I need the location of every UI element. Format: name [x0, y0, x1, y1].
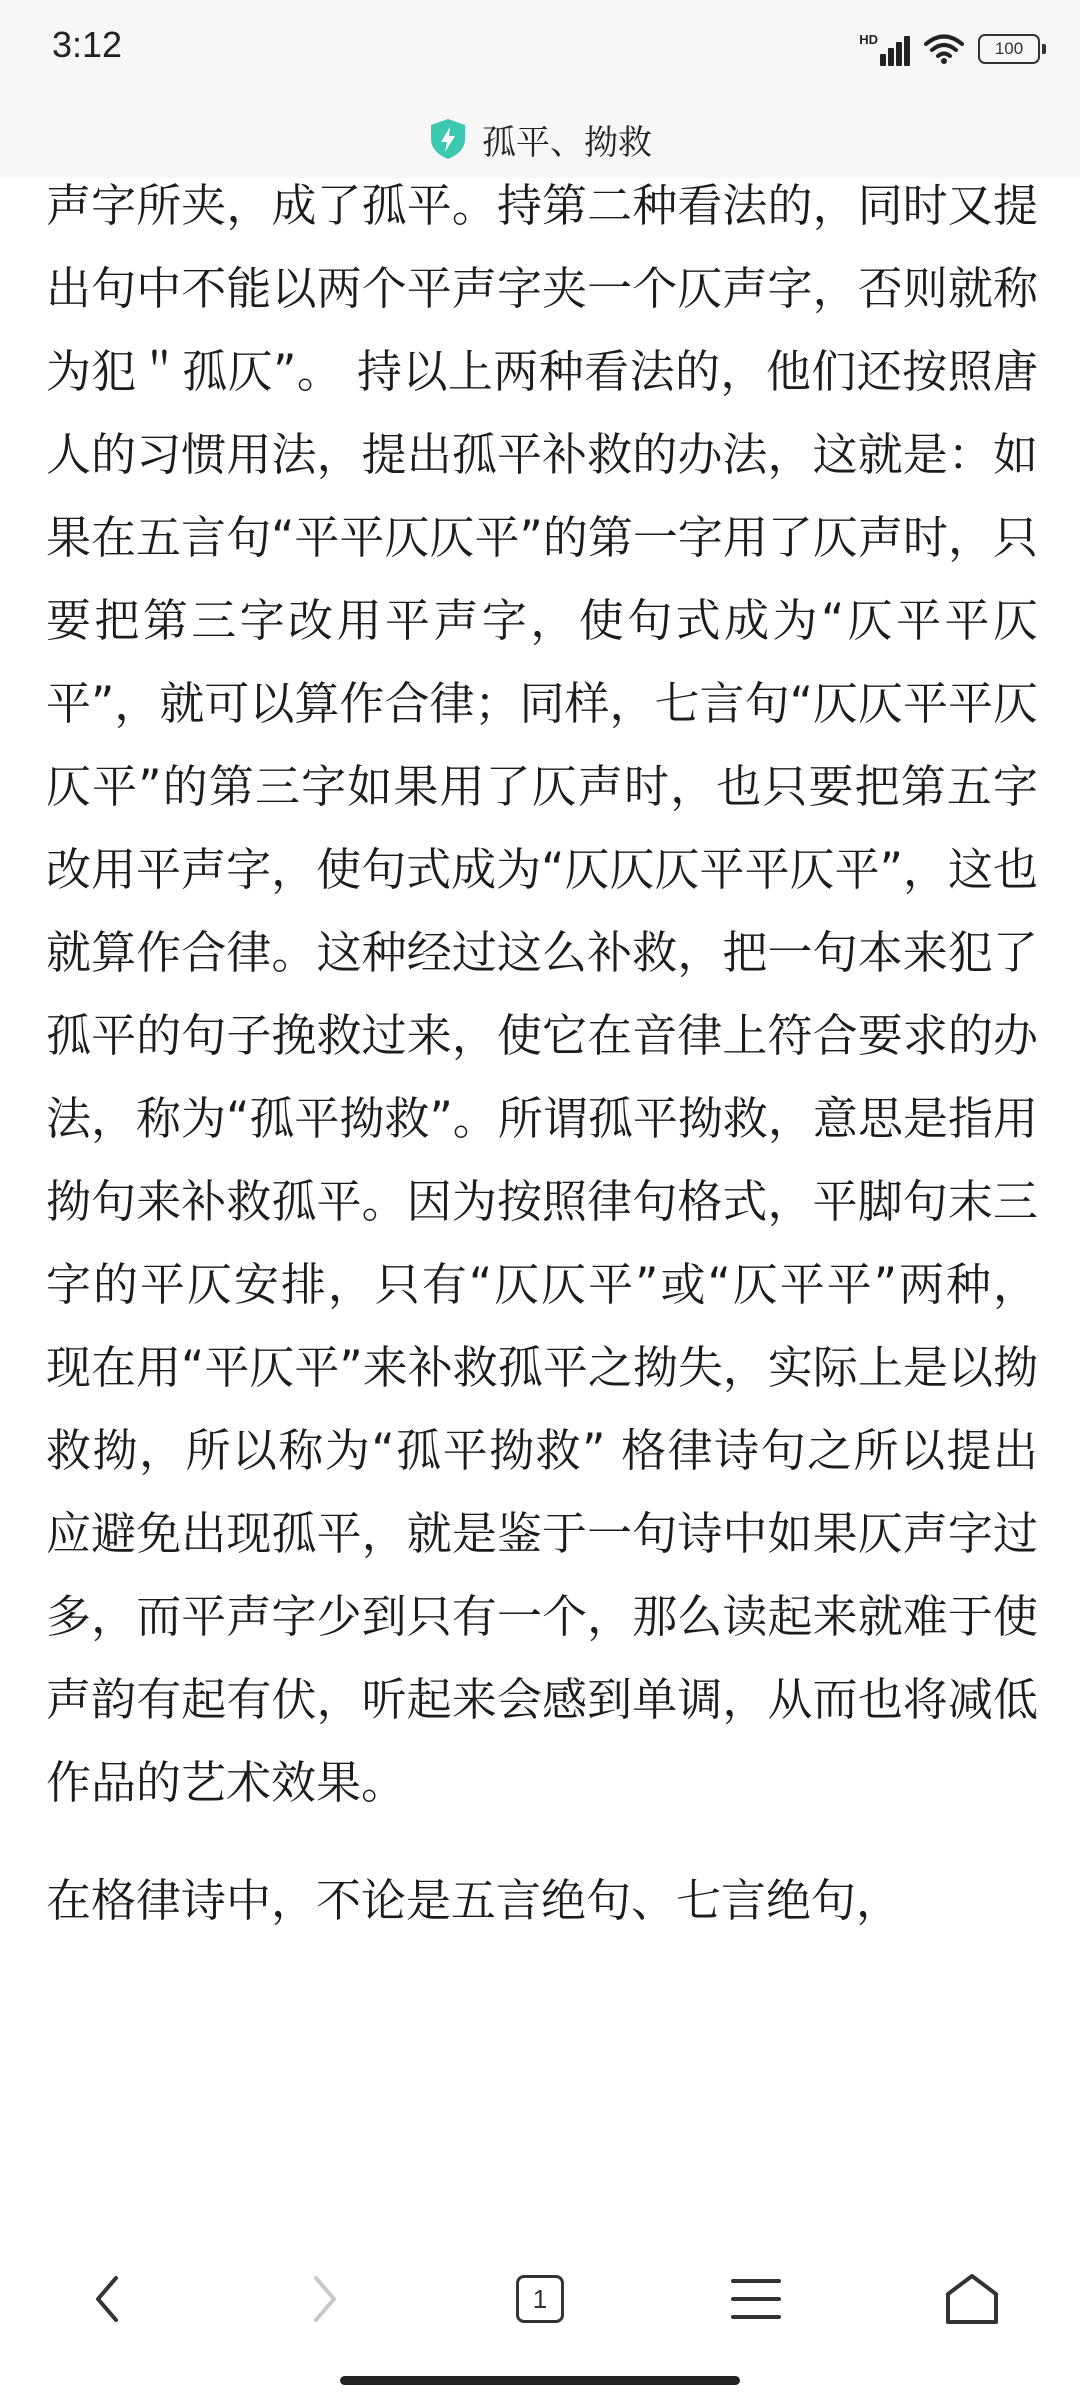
status-bar [0, 0, 1080, 100]
network-type-label: HD [859, 32, 878, 47]
back-arrow-icon [88, 2274, 128, 2324]
home-button[interactable] [927, 2254, 1017, 2344]
home-icon [944, 2272, 1000, 2326]
back-button[interactable] [63, 2254, 153, 2344]
menu-button[interactable] [711, 2254, 801, 2344]
forward-button[interactable] [279, 2254, 369, 2344]
status-time: 3:12 [52, 24, 123, 65]
menu-icon [731, 2277, 781, 2321]
status-icons [859, 26, 1040, 72]
article-body [46, 164, 1038, 1942]
gesture-home-indicator[interactable] [340, 2376, 740, 2385]
bottom-navigation-bar [0, 2234, 1080, 2400]
tabs-count: 1 [516, 2275, 564, 2323]
wifi-icon [924, 33, 964, 65]
battery-level: 100 [994, 39, 1024, 58]
tabs-button[interactable] [495, 2254, 585, 2344]
shield-lightning-icon [428, 117, 468, 161]
forward-arrow-icon [304, 2274, 344, 2324]
battery-icon [978, 34, 1040, 64]
page-title: 孤平、拗救 [482, 122, 652, 163]
nav-row [0, 2234, 1080, 2364]
cellular-signal-icon [859, 32, 910, 66]
article-paragraph: 在格律诗中，不论是五言绝句、七言绝句， [46, 1874, 902, 1927]
article-paragraph: 声字所夹，成了孤平。持第二种看法的，同时又提出句中不能以两个平声字夹一个仄声字，否则就称为犯＂孤仄”。 持以上两种看法的，他们还按照唐人的习惯用法，提出孤平补救的办法，这就是：如果在五言句“平平仄仄平”的第一字用了仄声时，只要把第三字改用平声字，使句式成为“仄平平仄平”，就可以算作合律；同样，七言句“仄仄平平仄仄平”的第三字如果用了仄声时，也只要把第五字改用平声字，使句式成为“仄仄仄平平仄平”，这也就算作合律。这种经过这么补救，把一句本来犯了孤平的句子挽救过来，使它在音律上符合要求的办法，称为“孤平拗救”。所谓孤平拗救，意思是指用拗句来补救孤平。因为按照律句格式，平脚句末三字的平仄安排，只有“仄仄平”或“仄平平”两种，现在用“平仄平”来补救孤平之拗失，实际上是以拗救拗，所以称为“孤平拗救” 格律诗句之所以提出应避免出现孤平，就是鉴于一句诗中如果仄声字过多，而平声字少到只有一个，那么读起来就难于使声韵有起有伏，听起来会感到单调，从而也将减低作品的艺术效果。 [46, 179, 1038, 1809]
